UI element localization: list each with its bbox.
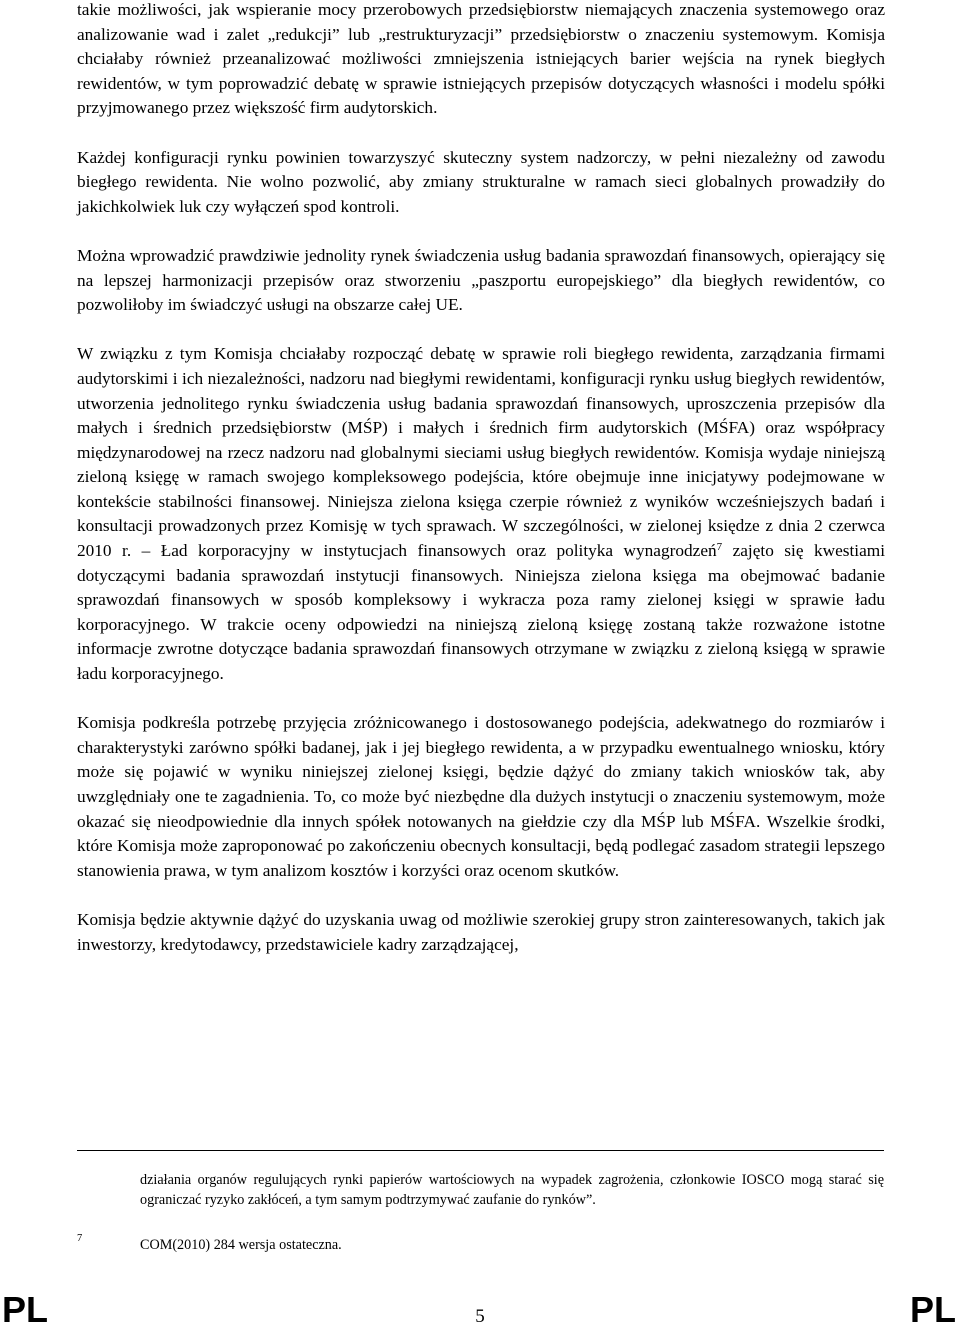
paragraph-4-part-2: zajęto się kwestiami dotyczącymi badania sprawozdań instytucji finansowych. Niniejsza zielona księga ma obejmować badanie sprawozdań finansowych w sposób kompleksowy i wykracza poza ramy zielonej księgi w sprawie ładu korporacyjnego. W trakcie oceny odpowiedzi na niniejszą zieloną księgę zostaną także rozważone istotne informacje zwrotne dotyczące badania sprawozdań finansowych otrzymane w związku z zieloną księgą w sprawie ładu korporacyjnego. [77,541,885,684]
footnote-separator [77,1150,884,1151]
paragraph-4 [77,342,885,686]
footnote-7-number: 7 [77,1233,83,1244]
page-number: 5 [475,1306,485,1327]
paragraph-2: Każdej konfiguracji rynku powinien towarzyszyć skuteczny system nadzorczy, w pełni niezależny od zawodu biegłego rewidenta. Nie wolno pozwolić, aby zmiany strukturalne w ramach sieci globalnych prowadziły do jakichkolwiek luk czy wyłączeń spod kontroli. [77,147,885,216]
paragraph-6: Komisja będzie aktywnie dążyć do uzyskania uwag od możliwie szerokiej grupy stron zainteresowanych, takich jak inwestorzy, kredytodawcy, przedstawiciele kadry zarządzającej, [77,909,885,954]
paragraph-1: takie możliwości, jak wspieranie mocy przerobowych przedsiębiorstw niemających znaczenia systemowego oraz analizowanie wad i zalet „redukcji” lub „restrukturyzacji” przedsiębiorstw o znaczeniu systemowym. Komisja chciałaby również przeanalizować możliwości zmniejszenia istniejących barier wejścia na rynek biegłych rewidentów, w tym poprowadzić debatę w sprawie istniejących przepisów dotyczących własności i modelu spółki przyjmowanego przez większość firm audytorskich. [77,0,885,118]
footnote-7-text: COM(2010) 284 wersja ostateczna. [140,1237,342,1253]
language-code-left: PL [2,1289,49,1330]
paragraph-4-part-1: W związku z tym Komisja chciałaby rozpocząć debatę w sprawie roli biegłego rewidenta, zarządzania firmami audytorskimi i ich niezależności, nadzoru nad biegłymi rewidentami, konfiguracji rynku usług biegłych rewidentów, utworzenia jednolitego rynku świadczenia usług badania sprawozdań finansowych, uproszczenia przepisów dla małych i średnich przedsiębiorstw (MŚP) i małych i średnich firm audytorskich (MŚFA) oraz współpracy międzynarodowej na rzecz nadzoru nad globalnymi sieciami usług biegłych rewidentów. Komisja wydaje niniejszą zieloną księgę w ramach swojego kompleksowego podejścia, które obejmuje inne inicjatywy podejmowane w kontekście stabilności finansowej. Niniejsza zielona księga czerpie również z wyników wcześniejszych badań i konsultacji prowadzonych przez Komisję w tych sprawach. W szczególności, w zielonej księdze z dnia 2 czerwca 2010 r. – Ład korporacyjny w instytucjach finansowych oraz polityka wynagrodzeń [77,344,885,561]
language-code-right: PL [909,1289,956,1330]
body-text [77,0,885,982]
paragraph-3: Można wprowadzić prawdziwie jednolity rynek świadczenia usług badania sprawozdań finansowych, opierający się na lepszej harmonizacji przepisów oraz stworzeniu „paszportu europejskiego” dla biegłych rewidentów, co pozwoliłoby im świadczyć usługi na obszarze całej UE. [77,245,885,315]
footnote-reference-7[interactable]: 7 [716,541,723,554]
paragraph-5: Komisja podkreśla potrzebę przyjęcia zróżnicowanego i dostosowanego podejścia, adekwatnego do rozmiarów i charakterystyki zarówno spółki badanej, jak i jej biegłego rewidenta, a w przypadku ewentualnego wniosku, który może się pojawić w wyniku niniejszej zielonej księgi, będzie dążyć do zmiany takich wniosków tak, aby uwzględniały one te zagadnienia. To, co może być niezbędne dla dużych instytucji o znaczeniu systemowym, może okazać się nieodpowiednie dla innych spółek notowanych na giełdzie czy dla MŚP lub MŚFA. Wszelkie środki, które Komisja może zaproponować po zakończeniu obecnych konsultacji, będą podlegać zasadom strategii lepszego stanowienia prawa, w tym analizom kosztów i korzyści oraz ocenom skutków. [77,713,885,880]
footnote-continuation: działania organów regulujących rynki papierów wartościowych na wypadek zagrożenia, członkowie IOSCO mogą starać się ograniczać ryzyko zakłóceń, a tym samym podtrzymywać zaufanie do rynków”. [140,1172,884,1208]
